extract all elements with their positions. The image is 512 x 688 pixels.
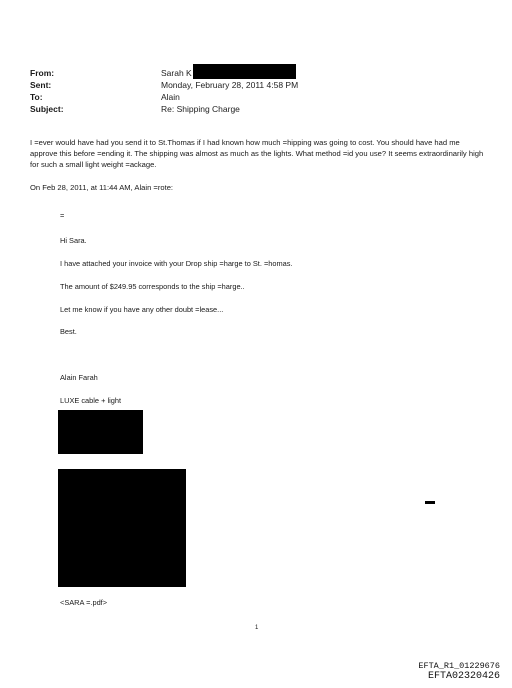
quote-marker: =	[60, 211, 65, 220]
subject-value: Re: Shipping Charge	[161, 104, 240, 114]
quote-line-doubt: Let me know if you have any other doubt =lease...	[60, 305, 224, 314]
dash-mark	[425, 501, 435, 504]
to-value: Alain	[161, 92, 180, 102]
sent-value: Monday, February 28, 2011 4:58 PM	[161, 80, 299, 90]
redaction-box-sender	[193, 64, 296, 79]
reply-attribution: On Feb 28, 2011, at 11:44 AM, Alain =rote:	[30, 183, 174, 192]
page-number: 1	[255, 625, 259, 631]
redaction-box-small	[58, 410, 143, 454]
footer-id-1: EFTA_R1_01229676	[418, 661, 500, 671]
quote-line-invoice: I have attached your invoice with your Drop ship =harge to St. =homas.	[60, 259, 293, 268]
signature-company: LUXE cable + light	[60, 396, 122, 405]
quote-greeting: Hi Sara.	[60, 236, 87, 245]
quote-closing: Best.	[60, 327, 77, 336]
attachment-link[interactable]: <SARA =.pdf>	[60, 598, 108, 607]
footer-id-2: EFTA02320426	[427, 671, 500, 682]
redaction-box-large	[58, 469, 186, 587]
subject-label: Subject:	[30, 104, 64, 114]
signature-name: Alain Farah	[60, 373, 98, 382]
to-label: To:	[30, 92, 43, 102]
sent-label: Sent:	[30, 80, 52, 90]
reply-paragraph: I =ever would have had you send it to St.Thomas if I had known how much =hipping was going to cost. You should have had me approve this before =ending it. The shipping was almost as much as the lights. What method =id you use? It seems extraordinarily high for such a small light weight =ackage.	[30, 138, 484, 169]
from-value: Sarah K	[161, 68, 192, 78]
quote-line-amount: The amount of $249.95 corresponds to the ship =harge..	[60, 282, 245, 291]
from-label: From:	[30, 68, 55, 78]
